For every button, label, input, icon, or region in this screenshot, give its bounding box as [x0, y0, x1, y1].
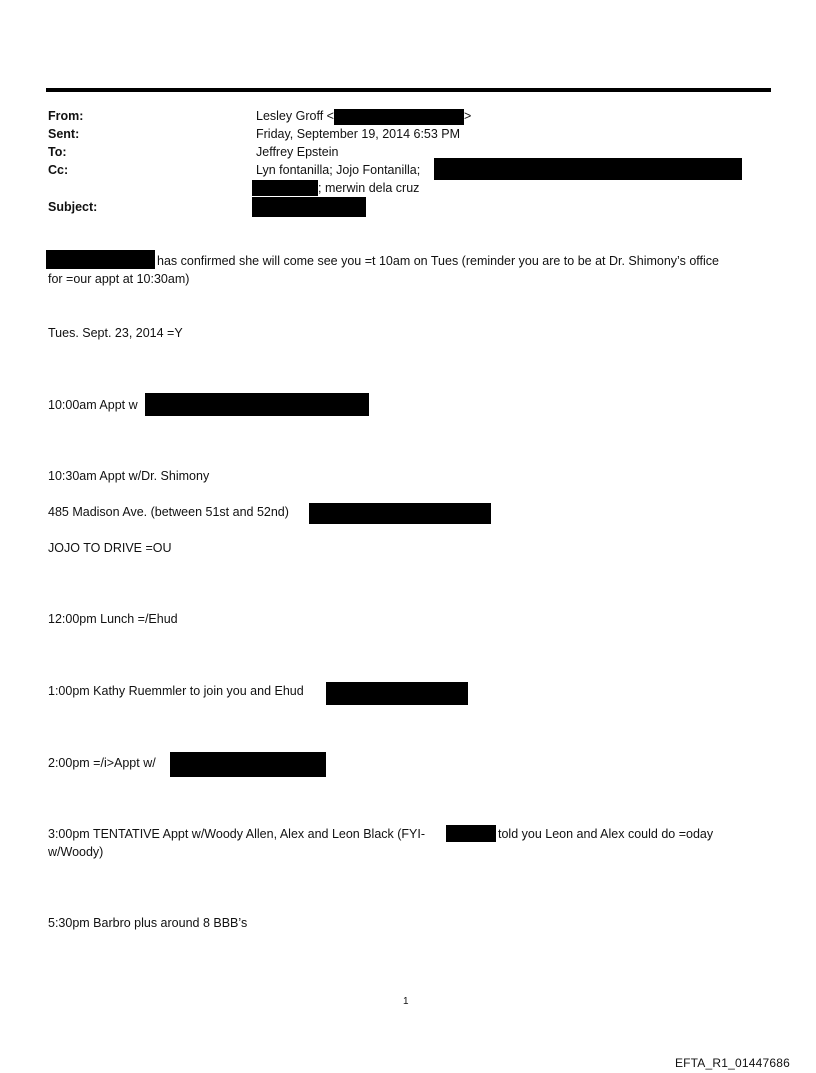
- redaction-box: [446, 825, 496, 842]
- appt-530: 5:30pm Barbro plus around 8 BBB’s: [48, 916, 248, 930]
- redaction-box: [309, 503, 491, 524]
- driver-note: JOJO TO DRIVE =OU: [48, 541, 172, 555]
- appt-100: 1:00pm Kathy Ruemmler to join you and Ehud: [48, 684, 304, 698]
- redaction-box: [170, 752, 326, 777]
- appt-1030: 10:30am Appt w/Dr. Shimony: [48, 469, 210, 483]
- to-value: Jeffrey Epstein: [256, 145, 339, 159]
- cc-label: Cc:: [48, 163, 69, 177]
- redaction-box: [252, 180, 318, 196]
- to-label: To:: [48, 145, 67, 159]
- redaction-box: [434, 158, 742, 180]
- redaction-box: [46, 250, 155, 269]
- appt-300-part-2: told you Leon and Alex could do =oday: [498, 827, 714, 841]
- schedule-date: Tues. Sept. 23, 2014 =Y: [48, 326, 183, 340]
- page-number: 1: [403, 996, 409, 1007]
- cc-value: [256, 161, 420, 179]
- sent-value: Friday, September 19, 2014 6:53 PM: [256, 127, 461, 141]
- lunch-entry: 12:00pm Lunch =/Ehud: [48, 612, 178, 626]
- message-line-1: has confirmed she will come see you =t 10am on Tues (reminder you are to be at Dr. Shimony’s office: [157, 254, 719, 268]
- from-name: Lesley Groff <: [256, 109, 334, 123]
- sent-label: Sent:: [48, 127, 80, 141]
- redaction-box: [326, 682, 468, 705]
- appt-300-part-3: w/Woody): [48, 845, 104, 859]
- redaction-box: [145, 393, 369, 416]
- appt-1000: 10:00am Appt w: [48, 398, 138, 412]
- from-label: From:: [48, 109, 84, 123]
- bates-number: EFTA_R1_01447686: [674, 1056, 790, 1070]
- from-value: [256, 107, 471, 125]
- redaction-box: [334, 109, 464, 125]
- appt-300-part-1: 3:00pm TENTATIVE Appt w/Woody Allen, Alex and Leon Black (FYI-: [48, 827, 426, 841]
- subject-label: Subject:: [48, 200, 98, 214]
- cc-value-continued: ; merwin dela cruz: [318, 181, 420, 195]
- header-rule: [46, 88, 771, 92]
- appt-address: 485 Madison Ave. (between 51st and 52nd): [48, 505, 289, 519]
- subject-redaction: [252, 197, 366, 217]
- message-line-2: for =our appt at 10:30am): [48, 272, 190, 286]
- appt-200: 2:00pm =/i>Appt w/: [48, 756, 156, 770]
- cc-recipients: Lyn fontanilla; Jojo Fontanilla;: [256, 163, 421, 177]
- from-close: >: [463, 109, 472, 123]
